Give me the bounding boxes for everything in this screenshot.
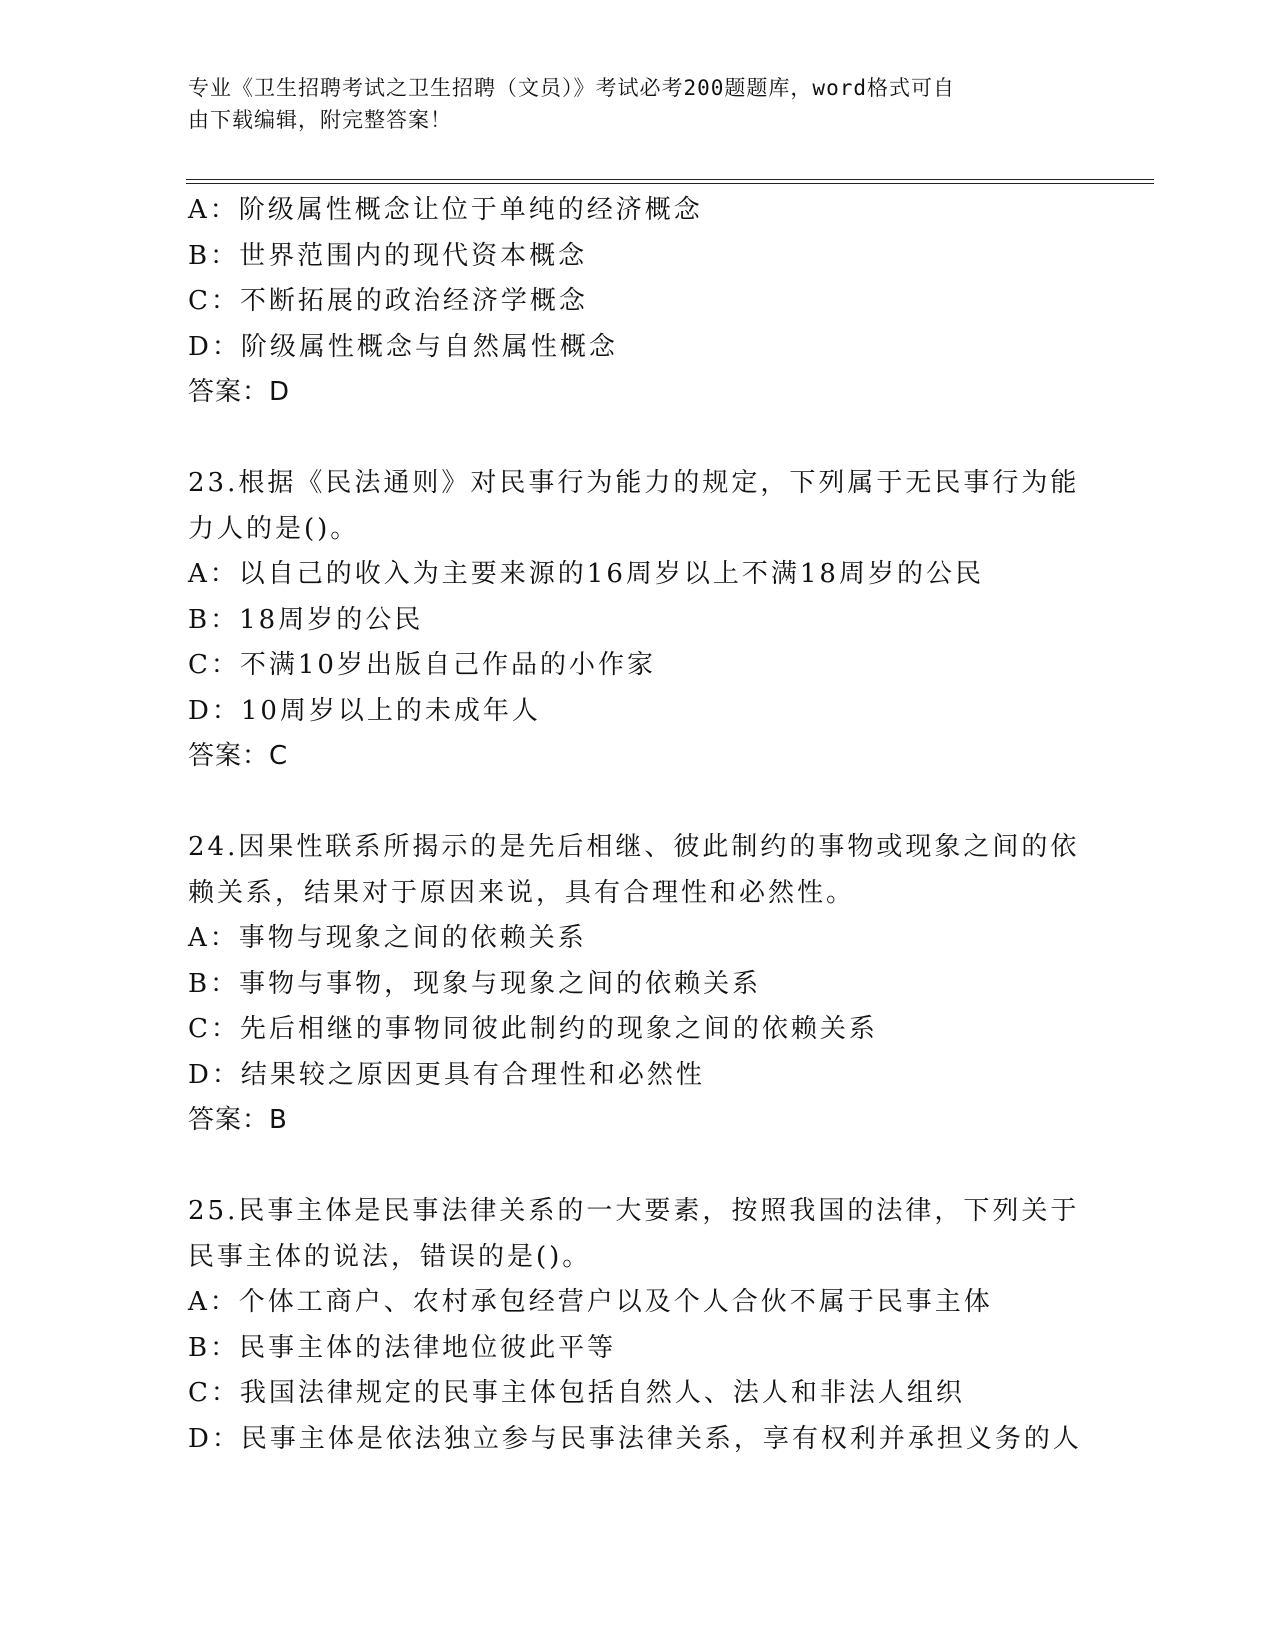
option-c: C：不满10岁出版自己作品的小作家 bbox=[188, 650, 656, 680]
option-c: C：我国法律规定的民事主体包括自然人、法人和非法人组织 bbox=[188, 1378, 965, 1408]
question-stem: 23.根据《民法通则》对民事行为能力的规定，下列属于无民事行为能 bbox=[188, 468, 1080, 498]
option-d: D：民事主体是依法独立参与民事法律关系，享有权利并承担义务的人 bbox=[188, 1423, 1082, 1454]
question-stem: 25.民事主体是民事法律关系的一大要素，按照我国的法律，下列关于 bbox=[188, 1196, 1080, 1226]
question-23 bbox=[188, 461, 1088, 780]
option-d: D：10周岁以上的未成年人 bbox=[188, 695, 541, 726]
header-rule-top bbox=[186, 179, 1154, 180]
header-line-1: 专业《卫生招聘考试之卫生招聘（文员）》考试必考200题题库，word格式可自 bbox=[188, 76, 955, 100]
option-a: A：事物与现象之间的依赖关系 bbox=[188, 923, 587, 953]
option-b: B：世界范围内的现代资本概念 bbox=[188, 240, 588, 271]
option-a: A：阶级属性概念让位于单纯的经济概念 bbox=[188, 195, 703, 225]
option-c: C：先后相继的事物同彼此制约的现象之间的依赖关系 bbox=[188, 1014, 878, 1044]
option-b: B：事物与事物，现象与现象之间的依赖关系 bbox=[188, 968, 762, 999]
question-stem: 24.因果性联系所揭示的是先后相继、彼此制约的事物或现象之间的依 bbox=[188, 832, 1080, 862]
question-stem-cont: 力人的是()。 bbox=[188, 513, 360, 544]
spacer bbox=[188, 1144, 1088, 1190]
document-header bbox=[188, 72, 1068, 136]
option-b: B：民事主体的法律地位彼此平等 bbox=[188, 1332, 617, 1363]
option-a: A：以自己的收入为主要来源的16周岁以上不满18周岁的公民 bbox=[188, 559, 984, 589]
option-d: D：结果较之原因更具有合理性和必然性 bbox=[188, 1059, 705, 1090]
spacer bbox=[188, 416, 1088, 462]
question-22 bbox=[188, 188, 1088, 416]
option-d: D：阶级属性概念与自然属性概念 bbox=[188, 331, 618, 362]
header-line-2: 由下载编辑，附完整答案！ bbox=[188, 108, 452, 132]
question-stem-cont: 民事主体的说法，错误的是()。 bbox=[188, 1241, 592, 1272]
spacer bbox=[188, 780, 1088, 826]
question-24 bbox=[188, 825, 1088, 1144]
option-a: A：个体工商户、农村承包经营户以及个人合伙不属于民事主体 bbox=[188, 1287, 993, 1317]
option-b: B：18周岁的公民 bbox=[188, 604, 424, 635]
question-25 bbox=[188, 1189, 1088, 1462]
header-rule-bottom bbox=[186, 183, 1154, 184]
question-stem-cont: 赖关系，结果对于原因来说，具有合理性和必然性。 bbox=[188, 877, 856, 908]
question-list bbox=[188, 188, 1088, 1462]
answer: 答案：C bbox=[188, 741, 289, 771]
answer: 答案：B bbox=[188, 1105, 288, 1135]
answer: 答案：D bbox=[188, 377, 291, 407]
option-c: C：不断拓展的政治经济学概念 bbox=[188, 286, 588, 316]
